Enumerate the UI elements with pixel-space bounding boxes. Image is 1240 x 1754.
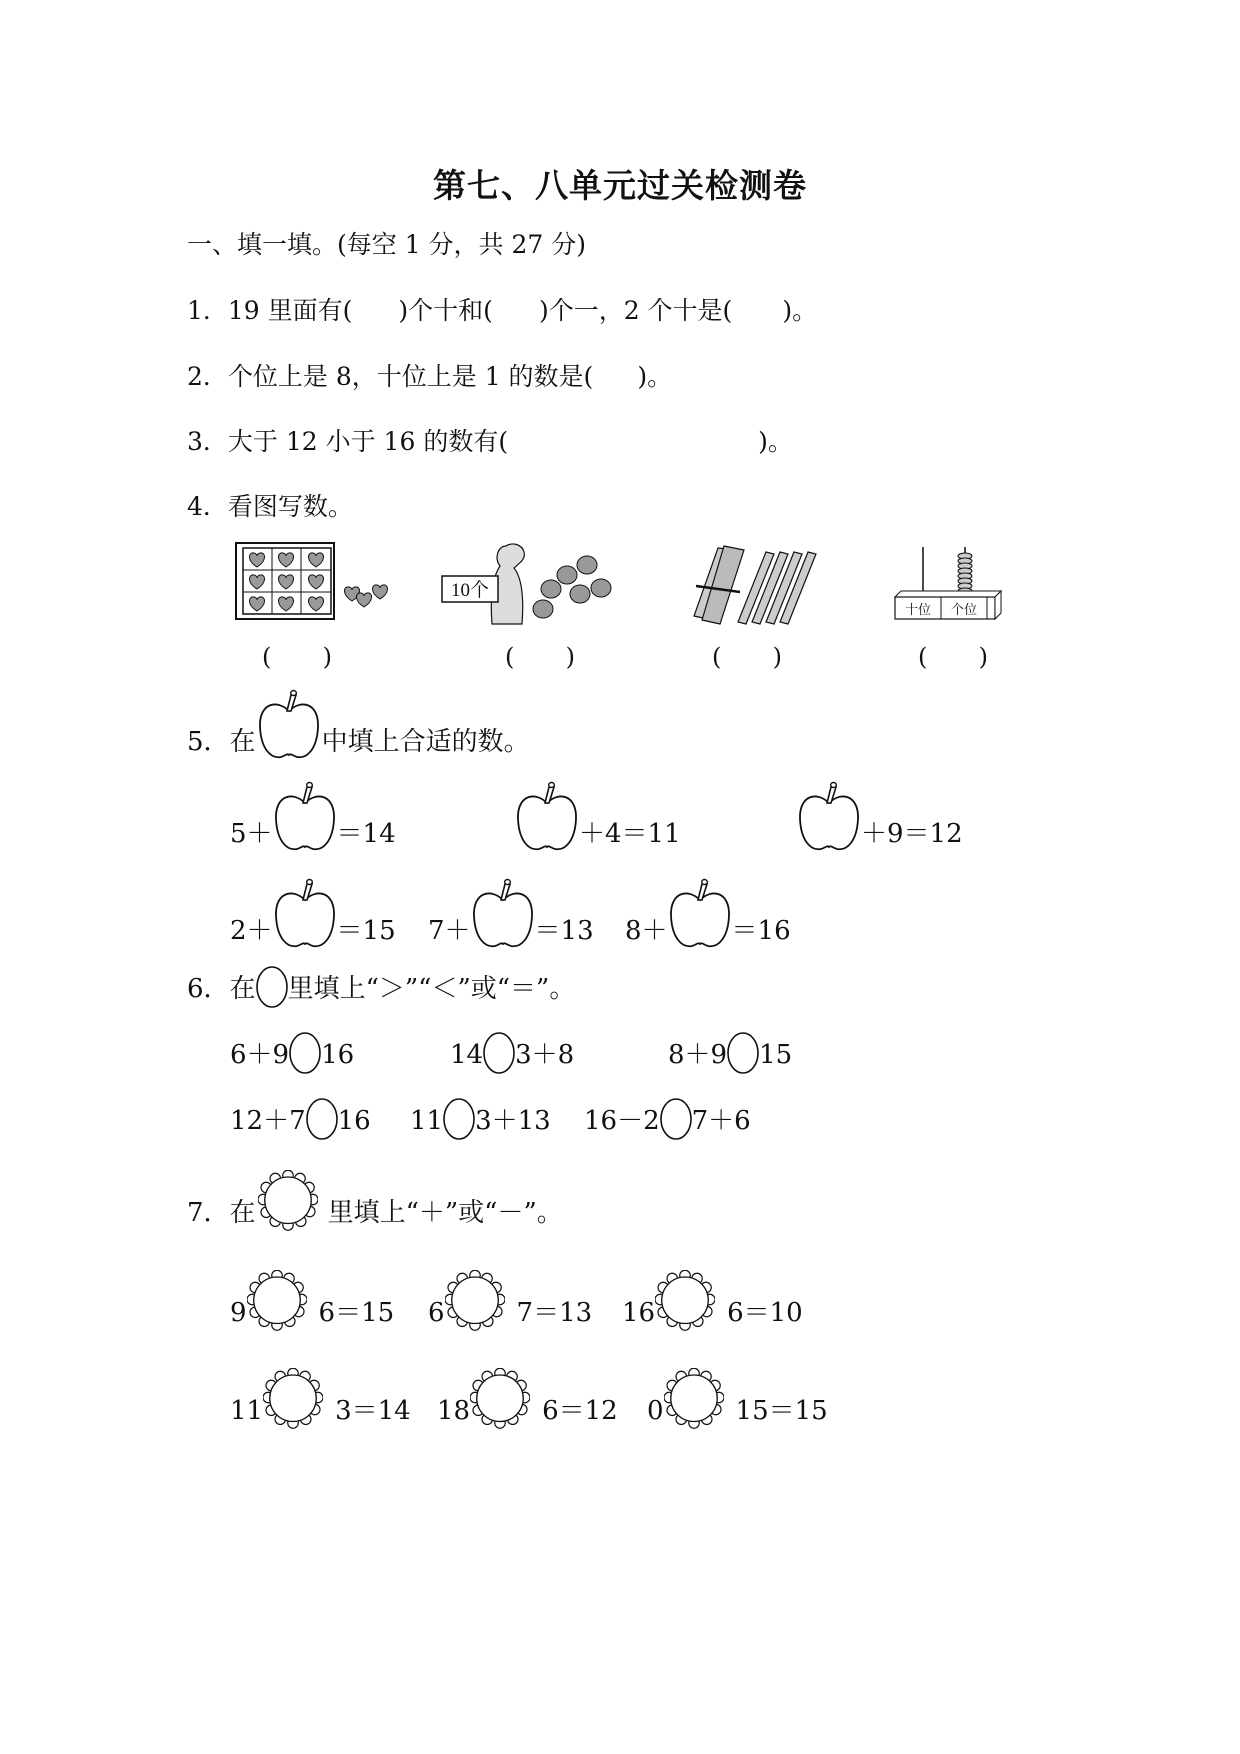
apple-answer-box[interactable]	[273, 775, 337, 855]
equation-left: 11	[230, 1396, 264, 1426]
flower-answer-box[interactable]	[470, 1368, 530, 1430]
question-number: 3．	[187, 427, 228, 456]
q5-equation-6	[625, 872, 791, 946]
svg-text:十位: 十位	[904, 603, 932, 618]
page-title: 第七、八单元过关检测卷	[433, 166, 807, 205]
q2-text-a: 个位上是 8，十位上是 1 的数是(	[227, 362, 594, 391]
question-number: 7．	[187, 1198, 230, 1228]
question-number: 5．	[187, 727, 230, 757]
compare-left: 16－2	[584, 1106, 660, 1136]
q5-equation-5	[428, 872, 594, 946]
equation-text: ＝13	[534, 916, 594, 946]
abacus-picture	[893, 545, 1003, 625]
equation-left: 18	[437, 1396, 471, 1426]
equation-text: ＝15	[336, 916, 396, 946]
q6-compare-2	[450, 1032, 574, 1070]
q5-prefix: 在	[229, 727, 256, 757]
q6-compare-5	[410, 1098, 551, 1136]
q5-equation-1	[230, 775, 396, 849]
q6-prefix: 在	[229, 974, 256, 1004]
apple-answer-box[interactable]	[273, 872, 337, 952]
question-7	[187, 1170, 563, 1228]
equation-left: 6	[428, 1298, 445, 1328]
q6-compare-3	[668, 1032, 792, 1070]
compare-left: 14	[450, 1040, 484, 1070]
equation-right: 6＝15	[318, 1298, 395, 1328]
question-5	[187, 683, 530, 757]
bag-of-ten-picture	[440, 538, 620, 628]
q5-equation-2	[515, 775, 681, 849]
flower-icon	[258, 1170, 318, 1232]
compare-circle[interactable]	[660, 1098, 692, 1140]
question-number: 2．	[187, 362, 228, 391]
compare-circle[interactable]	[727, 1032, 759, 1074]
q2-text-b: )。	[637, 362, 673, 391]
hearts-box-picture	[234, 541, 394, 621]
equation-text: ＝14	[336, 819, 396, 849]
q7-equation-2	[428, 1270, 592, 1328]
q7-equation-4	[230, 1368, 411, 1426]
svg-text:10个: 10个	[450, 580, 490, 601]
compare-right: 7＋6	[691, 1106, 751, 1136]
q7-suffix: 里填上“＋”或“－”。	[327, 1198, 563, 1228]
q3-text-b: )。	[758, 427, 793, 456]
q7-equation-6	[647, 1368, 828, 1426]
equation-text: ＝16	[731, 916, 791, 946]
answer-blank-4[interactable]: ( )	[918, 643, 988, 671]
compare-right: 3＋8	[515, 1040, 575, 1070]
q4-text: 看图写数。	[227, 492, 353, 521]
question-number: 4．	[187, 492, 228, 521]
section-heading: 一、填一填。(每空 1 分，共 27 分)	[187, 230, 587, 259]
q6-suffix: 里填上“＞”“＜”或“＝”。	[287, 974, 576, 1004]
q6-compare-1	[230, 1032, 354, 1070]
question-number: 1．	[187, 296, 228, 325]
flower-answer-box[interactable]	[664, 1368, 724, 1430]
equation-left: 0	[647, 1396, 664, 1426]
compare-right: 3＋13	[475, 1106, 551, 1136]
equation-right: 7＝13	[516, 1298, 593, 1328]
q5-equation-4	[230, 872, 396, 946]
compare-circle[interactable]	[289, 1032, 321, 1074]
q7-equation-3	[622, 1270, 803, 1328]
compare-circle[interactable]	[443, 1098, 475, 1140]
equation-right: 15＝15	[735, 1396, 828, 1426]
equation-left: 9	[230, 1298, 247, 1328]
equation-text: ＋4＝11	[579, 819, 681, 849]
equation-left: 16	[622, 1298, 656, 1328]
equation-right: 6＝10	[727, 1298, 803, 1328]
apple-answer-box[interactable]	[471, 872, 535, 952]
flower-answer-box[interactable]	[655, 1270, 715, 1332]
sticks-icon	[688, 540, 838, 625]
apple-answer-box[interactable]	[668, 872, 732, 952]
abacus-icon	[893, 545, 1003, 625]
svg-text:个位: 个位	[950, 603, 978, 618]
equation-text: 5＋	[230, 819, 273, 849]
compare-left: 8＋9	[668, 1040, 728, 1070]
compare-left: 12＋7	[230, 1106, 306, 1136]
q7-equation-5	[437, 1368, 618, 1426]
compare-circle[interactable]	[306, 1098, 338, 1140]
equation-text: 7＋	[428, 916, 471, 946]
question-4	[187, 492, 353, 522]
q6-compare-4	[230, 1098, 371, 1136]
equation-text: 8＋	[625, 916, 668, 946]
apple-answer-box[interactable]	[515, 775, 579, 855]
q6-compare-6	[584, 1098, 751, 1136]
q1-text-d: )。	[782, 296, 818, 325]
q1-text-b: )个十和(	[398, 296, 493, 325]
compare-right: 16	[321, 1040, 355, 1070]
question-6	[187, 966, 575, 1004]
equation-text: ＋9＝12	[861, 819, 963, 849]
q7-prefix: 在	[229, 1198, 256, 1228]
question-1	[187, 296, 817, 326]
question-number: 6．	[187, 974, 230, 1004]
q7-equation-1	[230, 1270, 394, 1328]
flower-answer-box[interactable]	[263, 1368, 323, 1430]
compare-left: 6＋9	[230, 1040, 290, 1070]
q5-equation-3	[797, 775, 963, 849]
flower-answer-box[interactable]	[247, 1270, 307, 1332]
hearts-icon	[234, 541, 394, 621]
q1-text-a: 19 里面有(	[227, 296, 353, 325]
sticks-picture	[688, 540, 838, 625]
compare-circle[interactable]	[483, 1032, 515, 1074]
q3-text-a: 大于 12 小于 16 的数有(	[227, 427, 509, 456]
equation-right: 3＝14	[335, 1396, 411, 1426]
q1-text-c: )个一，2 个十是(	[538, 296, 733, 325]
equation-text: 2＋	[230, 916, 273, 946]
q5-suffix: 中填上合适的数。	[321, 727, 530, 757]
compare-left: 11	[410, 1106, 444, 1136]
compare-right: 15	[759, 1040, 793, 1070]
circle-icon	[256, 966, 288, 1008]
apple-icon	[257, 683, 321, 763]
answer-blank-1[interactable]: ( )	[262, 643, 332, 671]
equation-right: 6＝12	[542, 1396, 618, 1426]
question-2	[187, 362, 672, 392]
flower-answer-box[interactable]	[445, 1270, 505, 1332]
compare-right: 16	[337, 1106, 371, 1136]
apple-answer-box[interactable]	[797, 775, 861, 855]
question-3	[187, 427, 793, 457]
bag-icon	[440, 538, 620, 628]
answer-blank-3[interactable]: ( )	[712, 643, 782, 671]
answer-blank-2[interactable]: ( )	[505, 643, 575, 671]
